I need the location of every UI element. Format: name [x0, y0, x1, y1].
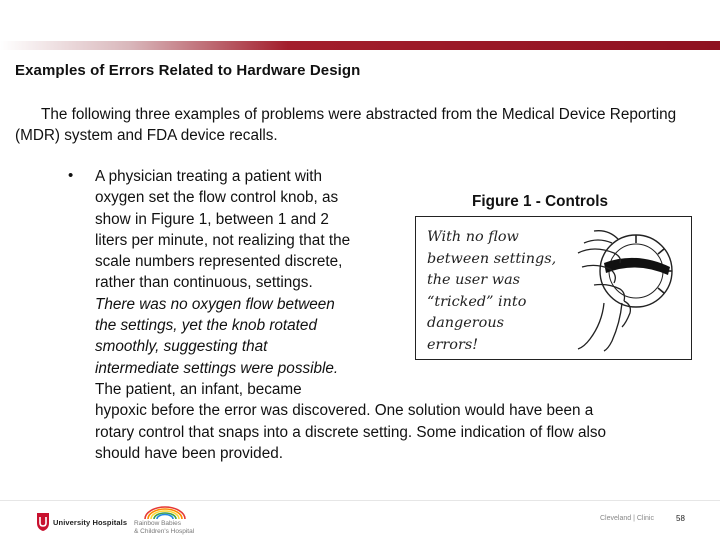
figure-note-line: between settings, [427, 250, 557, 267]
bullet-line: the settings, yet the knob rotated [95, 317, 317, 335]
rainbow-line2: & Children's Hospital [134, 527, 195, 535]
slide-title: Examples of Errors Related to Hardware Design [15, 62, 361, 79]
footer-divider [0, 500, 720, 501]
bullet-line: The patient, an infant, became [95, 380, 302, 398]
figure-box [415, 216, 692, 360]
uh-logo-text: University Hospitals [53, 517, 128, 527]
top-accent-bar [0, 41, 720, 50]
bullet-line: rather than continuous, settings. [95, 274, 313, 292]
bullet-line: liters per minute, not realizing that the [95, 231, 351, 249]
intro-paragraph [15, 104, 705, 146]
bullet-line: scale numbers represented discrete, [95, 253, 343, 271]
hand [578, 231, 630, 351]
uh-shield-icon [36, 512, 50, 532]
figure-note-line: the user was [427, 272, 521, 289]
bullet-line: hypoxic before the error was discovered. One solution would have been a [95, 402, 594, 420]
knob-hand-illustration [574, 223, 686, 353]
figure-note [427, 227, 556, 357]
figure-note-line: “tricked” into [427, 293, 527, 310]
figure-note-line: errors! [427, 336, 478, 353]
bullet-line: A physician treating a patient with [95, 168, 323, 185]
rainbow-line1: Rainbow Babies [134, 520, 181, 527]
figure-note-line: dangerous [427, 315, 504, 332]
bullet-line: rotary control that snaps into a discrete setting. Some indication of flow also [95, 423, 607, 441]
dial-inner-ring [609, 244, 663, 298]
bullet-line: There was no oxygen flow between [95, 295, 335, 313]
figure-note-line: With no flow [427, 229, 519, 245]
bullet-marker: • [68, 167, 74, 184]
intro-text: The following three examples of problems were abstracted from the Medical Device Reporting (MDR) system and FDA device recalls. [15, 106, 677, 144]
figure-title: Figure 1 - Controls [472, 193, 608, 210]
bullet-line: show in Figure 1, between 1 and 2 [95, 210, 329, 228]
rainbow-babies-logo [135, 506, 194, 535]
university-hospitals-logo [36, 512, 127, 532]
cleveland-clinic-label: Cleveland | Clinic [600, 515, 654, 522]
rainbow-icon [143, 506, 187, 520]
bullet-line: intermediate settings were possible. [95, 359, 339, 377]
bullet-line: should have been provided. [95, 444, 283, 462]
page-number: 58 [676, 514, 685, 523]
bullet-line: smoothly, suggesting that [95, 338, 268, 356]
bullet-line: oxygen set the flow control knob, as [95, 189, 339, 207]
